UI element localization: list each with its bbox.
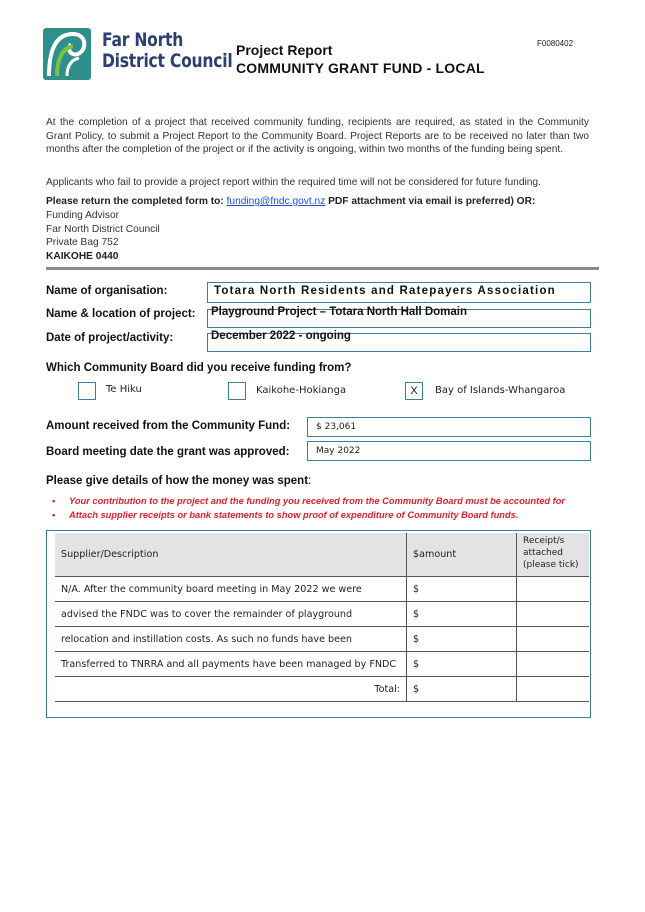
address-line: Far North District Council bbox=[46, 223, 160, 235]
te-hiku-checkbox[interactable] bbox=[78, 382, 96, 400]
row-amount[interactable]: $ bbox=[407, 627, 517, 652]
project-label: Name & location of project: bbox=[46, 308, 196, 320]
address-postcode: KAIKOHE 0440 bbox=[46, 250, 119, 262]
total-label: Total: bbox=[55, 677, 407, 702]
table-total-row bbox=[55, 677, 589, 702]
header-amount: $amount bbox=[407, 533, 517, 577]
row-description[interactable]: relocation and instillation costs. As such no funds have been bbox=[55, 627, 407, 652]
postal-address bbox=[46, 209, 160, 263]
table-row bbox=[55, 652, 589, 677]
row-amount[interactable]: $ bbox=[407, 577, 517, 602]
header-description: Supplier/Description bbox=[55, 533, 407, 577]
date-field[interactable] bbox=[207, 330, 591, 352]
date-value: December 2022 - ongoing bbox=[211, 330, 351, 342]
total-receipt bbox=[517, 677, 590, 702]
te-hiku-label: Te Hiku bbox=[106, 384, 142, 395]
note-item: • Your contribution to the project and the funding you received from the Community Board must be accounted for bbox=[52, 495, 565, 509]
return-instructions bbox=[46, 196, 535, 207]
warning-paragraph: Applicants who fail to provide a project report within the required time will not be considered for future funding. bbox=[46, 177, 541, 188]
row-amount[interactable]: $ bbox=[407, 652, 517, 677]
board-question: Which Community Board did you receive funding from? bbox=[46, 362, 352, 374]
return-suffix: PDF attachment via email is preferred) OR: bbox=[328, 196, 536, 207]
bay-of-islands-checkbox[interactable]: X bbox=[405, 382, 423, 400]
expenditure-table bbox=[55, 533, 589, 702]
email-link[interactable]: funding@fndc.govt.nz bbox=[226, 196, 326, 207]
spending-notes bbox=[52, 495, 565, 522]
table-row bbox=[55, 577, 589, 602]
address-line: Funding Advisor bbox=[46, 210, 120, 221]
kaikohe-hokianga-checkbox[interactable] bbox=[228, 382, 246, 400]
project-field[interactable] bbox=[207, 306, 591, 328]
organisation-label: Name of organisation: bbox=[46, 285, 168, 297]
meeting-date-label: Board meeting date the grant was approved: bbox=[46, 446, 290, 458]
table-header-row bbox=[55, 533, 589, 577]
row-receipt[interactable] bbox=[517, 627, 590, 652]
row-receipt[interactable] bbox=[517, 577, 590, 602]
row-description[interactable]: N/A. After the community board meeting in May 2022 we were bbox=[55, 577, 407, 602]
row-description[interactable]: advised the FNDC was to cover the remainder of playground bbox=[55, 602, 407, 627]
note-item: • Attach supplier receipts or bank statements to show proof of expenditure of Community Board funds. bbox=[52, 509, 565, 523]
spending-question-text: Please give details of how the money was spent bbox=[46, 475, 309, 487]
report-subtitle: COMMUNITY GRANT FUND - LOCAL bbox=[236, 60, 485, 76]
report-title: Project Report bbox=[236, 42, 333, 58]
organisation-value: Totara North Residents and Ratepayers Association bbox=[214, 285, 556, 297]
meeting-date-field[interactable]: May 2022 bbox=[307, 441, 591, 461]
bay-of-islands-label: Bay of Islands-Whangaroa bbox=[435, 385, 566, 396]
form-code: F0080402 bbox=[537, 39, 574, 48]
header-receipt: Receipt/s attached (please tick) bbox=[517, 533, 590, 577]
spending-question bbox=[46, 475, 311, 487]
section-divider bbox=[46, 267, 599, 270]
council-name-line1: Far North bbox=[102, 29, 184, 51]
intro-paragraph: At the completion of a project that received community funding, recipients are required, as stated in the Community Grant Policy, to submit a Project Report to the Community Board. Project Reports are to be received no later than two months after the completion of the project or if the activity is ongoing, within two months of the funding being spent. bbox=[46, 117, 589, 155]
return-prefix: Please return the completed form to: bbox=[46, 196, 224, 207]
table-row bbox=[55, 602, 589, 627]
council-name-line2: District Council bbox=[102, 50, 233, 72]
council-logo-icon bbox=[43, 28, 91, 80]
row-receipt[interactable] bbox=[517, 652, 590, 677]
address-line: Private Bag 752 bbox=[46, 237, 119, 249]
council-name bbox=[102, 30, 232, 72]
amount-label: Amount received from the Community Fund: bbox=[46, 420, 291, 432]
table-row bbox=[55, 627, 589, 652]
organisation-field[interactable] bbox=[207, 282, 591, 303]
kaikohe-hokianga-label: Kaikohe-Hokianga bbox=[256, 385, 347, 396]
row-receipt[interactable] bbox=[517, 602, 590, 627]
row-amount[interactable]: $ bbox=[407, 602, 517, 627]
row-description[interactable]: Transferred to TNRRA and all payments have been managed by FNDC bbox=[55, 652, 407, 677]
date-label: Date of project/activity: bbox=[46, 332, 174, 344]
project-value: Playground Project – Totara North Hall Domain bbox=[211, 306, 468, 318]
total-value[interactable]: $ bbox=[407, 677, 517, 702]
spending-question-colon: : bbox=[308, 475, 312, 487]
amount-field[interactable]: $ 23,061 bbox=[307, 417, 591, 437]
